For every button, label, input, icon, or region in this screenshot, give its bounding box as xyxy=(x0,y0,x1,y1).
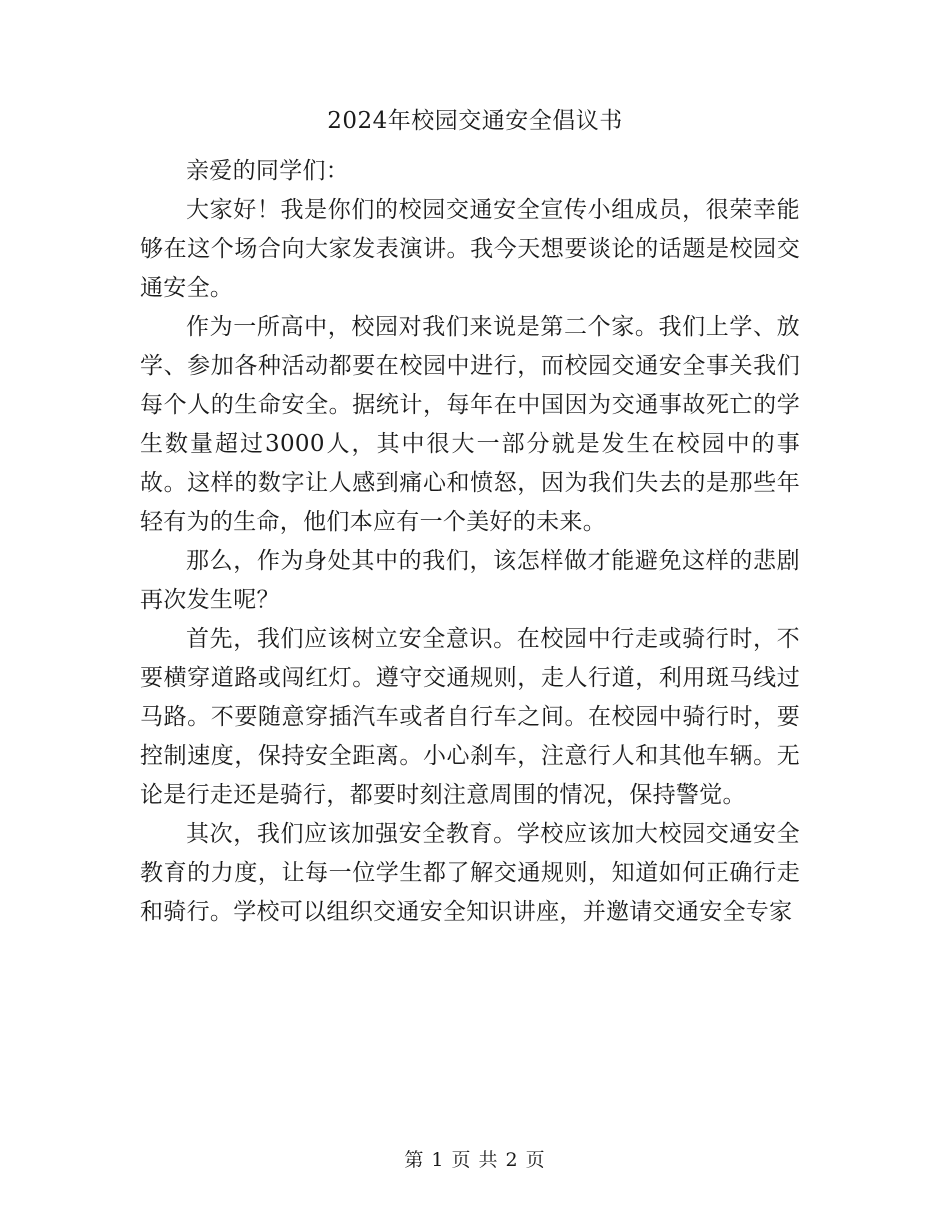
paragraph: 作为一所高中，校园对我们来说是第二个家。我们上学、放学、参加各种活动都要在校园中进行，而校园交通安全事关我们每个人的生命安全。据统计，每年在中国因为交通事故死亡的学生数量超过3000人，其中很大一部分就是发生在校园中的事故。这样的数字让人感到痛心和愤怒，因为我们失去的是那些年轻有为的生命，他们本应有一个美好的未来。 xyxy=(140,314,800,535)
document-body xyxy=(140,152,800,932)
paragraph: 大家好！我是你们的校园交通安全宣传小组成员，很荣幸能够在这个场合向大家发表演讲。我今天想要谈论的话题是校园交通安全。 xyxy=(140,197,800,301)
document-title: 2024年校园交通安全倡议书 xyxy=(327,108,623,134)
paragraph: 首先，我们应该树立安全意识。在校园中行走或骑行时，不要横穿道路或闯红灯。遵守交通规则，走人行道，利用斑马线过马路。不要随意穿插汽车或者自行车之间。在校园中骑行时，要控制速度，保持安全距离。小心刹车，注意行人和其他车辆。无论是行走还是骑行，都要时刻注意周围的情况，保持警觉。 xyxy=(140,626,800,808)
salutation: 亲爱的同学们： xyxy=(186,158,350,184)
page-number-footer: 第 1 页 共 2 页 xyxy=(404,1149,546,1171)
paragraph: 其次，我们应该加强安全教育。学校应该加大校园交通安全教育的力度，让每一位学生都了解交通规则，知道如何正确行走和骑行。学校可以组织交通安全知识讲座，并邀请交通安全专家 xyxy=(140,821,800,925)
paragraph: 那么，作为身处其中的我们，该怎样做才能避免这样的悲剧再次发生呢？ xyxy=(140,548,800,613)
